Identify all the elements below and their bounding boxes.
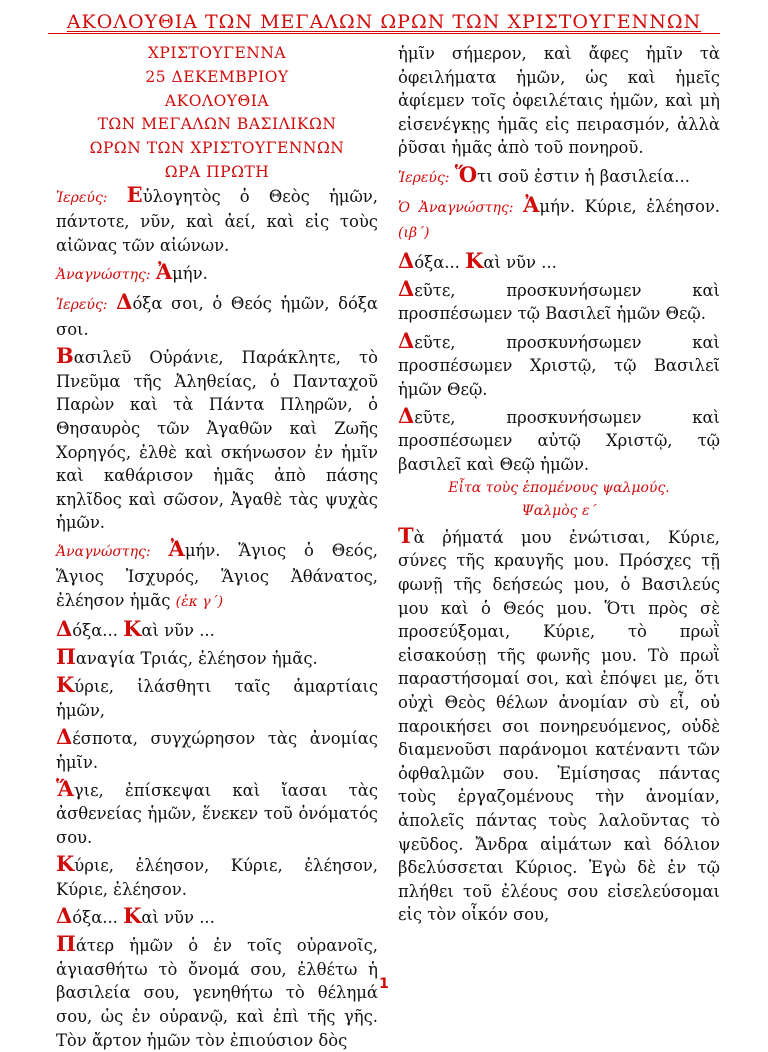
initial-capital: Δ	[56, 902, 73, 928]
paragraph-text: αναγία Τριάς, ἐλέησον ἡμᾶς.	[75, 649, 318, 669]
initial-capital: Ἀ	[523, 191, 540, 217]
heading-line: ΧΡΙΣΤΟΥΓΕΝΝΑ	[147, 44, 287, 62]
paragraph-text: ύριε, ἱλάσθητι ταῖς ἁμαρτίαις ἡμῶν,	[56, 677, 378, 720]
paragraph-text: μήν. Κύριε, ἐλέησον.	[539, 196, 720, 216]
paragraph	[398, 327, 720, 402]
paragraph-text: ὐλογητὸς ὁ Θεὸς ἡμῶν, πάντοτε, νῦν, καὶ ἀεί, καὶ εἰς τοὺς αἰῶνας τῶν αἰώνων.	[56, 186, 378, 255]
paragraph	[56, 615, 378, 643]
initial-capital: Ἀ	[155, 259, 173, 285]
paragraph	[56, 259, 378, 288]
paragraph	[56, 775, 378, 850]
paragraph-text: εῦτε, προσκυνήσωμεν καὶ προσπέσωμεν τῷ Βασιλεῖ ἡμῶν Θεῷ.	[398, 280, 720, 324]
paragraph	[56, 644, 378, 671]
paragraph-text: όξα...	[72, 620, 118, 640]
paragraph	[398, 522, 720, 927]
paragraph	[398, 161, 720, 191]
heading-line: ΑΚΟΛΟΥΘΙΑ	[164, 91, 270, 110]
initial-capital: Δ	[398, 275, 415, 301]
heading-line: 25 ΔΕΚΕΜΒΡΙΟΥ	[145, 67, 289, 86]
paragraph-text: όξα...	[72, 907, 118, 927]
initial-capital: Ἀ	[168, 536, 185, 562]
speaker-label: Ἱερεύς:	[56, 189, 108, 206]
paragraph	[398, 402, 720, 477]
paragraph-text: όξα...	[414, 252, 460, 272]
paragraph-text: μήν.	[172, 264, 208, 284]
initial-capital: Π	[56, 931, 76, 957]
rubric-line: Εἶτα τοὺς ἑπομένους ψαλμούς.	[448, 479, 670, 496]
paragraph-text: αὶ νῦν ...	[141, 907, 215, 927]
paragraph-text: αὶ νῦν ...	[483, 252, 557, 272]
paragraph	[398, 247, 720, 275]
left-column	[56, 42, 378, 1052]
initial-capital: Β	[56, 343, 74, 369]
initial-capital: Ὅ	[454, 161, 478, 187]
paragraph	[56, 536, 378, 614]
initial-capital: Κ	[123, 902, 142, 928]
initial-capital: Ἅ	[56, 775, 74, 801]
header-divider	[48, 33, 720, 34]
heading-line: ΤΩΝ ΜΕΓΑΛΩΝ ΒΑΣΙΛΙΚΩΝ	[97, 115, 337, 134]
initial-capital: Δ	[398, 402, 415, 428]
repeat-note: (ἐκ γ΄)	[175, 593, 224, 610]
initial-capital: Δ	[116, 289, 133, 315]
paragraph	[56, 343, 378, 535]
initial-capital: Ε	[126, 181, 143, 207]
repeat-note: (ιβ΄)	[398, 225, 430, 242]
right-column	[398, 42, 720, 927]
psalm-title: Ψαλμὸς ε΄	[521, 503, 597, 520]
paragraph-text: όξα σοι, ὁ Θεός ἡμῶν, δόξα σοι.	[56, 294, 378, 339]
paragraph	[398, 275, 720, 326]
initial-capital: Κ	[123, 615, 142, 641]
paragraph	[56, 902, 378, 930]
paragraph-text: ύριε, ἐλέησον, Κύριε, ἐλέησον, Κύριε, ἐλέησον.	[56, 856, 378, 899]
initial-capital: Π	[56, 644, 76, 670]
paragraph-text: εῦτε, προσκυνήσωμεν καὶ προσπέσωμεν Χριστῷ, τῷ Βασιλεῖ ἡμῶν Θεῷ.	[398, 332, 720, 399]
initial-capital: Δ	[56, 615, 73, 641]
paragraph	[56, 181, 378, 258]
page-title: ΑΚΟΛΟΥΘΙΑ ΤΩΝ ΜΕΓΑΛΩΝ ΩΡΩΝ ΤΩΝ ΧΡΙΣΤΟΥΓΕΝΝΩΝ	[66, 11, 702, 33]
initial-capital: Κ	[56, 851, 75, 877]
paragraph	[56, 289, 378, 341]
paragraph-text: έσποτα, συγχώρησον τὰς ἀνομίας ἡμῖν.	[56, 729, 378, 772]
paragraph-text: εῦτε, προσκυνήσωμεν καὶ προσπέσωμεν αὐτῷ Χριστῷ, τῷ βασιλεῖ καὶ Θεῷ ἡμῶν.	[398, 407, 720, 475]
heading-line: ΩΡΑ ΠΡΩΤΗ	[164, 162, 270, 181]
speaker-label: Ἀναγνώστης:	[56, 544, 151, 561]
paragraph	[56, 672, 378, 722]
page-number: 1	[379, 976, 389, 992]
initial-capital: Τ	[398, 522, 414, 548]
paragraph	[398, 42, 720, 160]
speaker-label: Ἱερεύς:	[398, 169, 450, 186]
paragraph-text: ὰ ῥήματά μου ἐνώτισαι, Κύριε, σύνες τῆς κραυγῆς μου. Πρόσχες τῇ φωνῇ τῆς δεήσεώς μου, ὁ Βασιλεύς μου καὶ ὁ Θεός μου. Ὅτι πρὸς σὲ προσεύξομαι, Κύριε, τὸ πρωῒ εἰσακούσῃ τῆς φωνῆς μου. Τὸ πρωῒ παραστήσομαί σοι, καὶ ἐπόψει με, ὅτι οὐχὶ Θεὸς θέλων ἀνομίαν σὺ εἶ, οὐ παροικήσει σοι πονηρευόμενος, οὐδὲ διαμενοῦσι παράνομοι κατέναντι τῶν ὀφθαλμῶν σου. Ἐμίσησας πάντας τοὺς ἐργαζομένους τὴν ἀνομίαν, ἀπολεῖς πάντας τοὺς λαλοῦντας τὸ ψεῦδος. Ἄνδρα αἱμάτων καὶ δόλιον βδελύσσεται Κύριος. Ἐγὼ δὲ ἐν τῷ πλήθει τοῦ ἐλέους σου εἰσελεύσομαι εἰς τὸν οἶκόν σου,	[398, 527, 720, 925]
paragraph-text: ἡμῖν σήμερον, καὶ ἄφες ἡμῖν τὰ ὀφειλήματα ἡμῶν, ὡς καὶ ἡμεῖς ἀφίεμεν τοῖς ὀφειλέταις ἡμῶν, καὶ μὴ εἰσενέγκῃς ἡμᾶς εἰς πειρασμόν, ἀλλὰ ῥῦσαι ἡμᾶς ἀπὸ τοῦ πονηροῦ.	[398, 44, 720, 158]
heading-line: ΩΡΩΝ ΤΩΝ ΧΡΙΣΤΟΥΓΕΝΝΩΝ	[89, 139, 345, 158]
initial-capital: Δ	[398, 247, 415, 273]
initial-capital: Δ	[56, 724, 73, 749]
paragraph	[56, 724, 378, 774]
initial-capital: Κ	[56, 672, 75, 698]
paragraph-text: γιε, ἐπίσκεψαι καὶ ἴασαι τὰς ἀσθενείας ἡμῶν, ἕνεκεν τοῦ ὀνόματός σου.	[56, 780, 378, 847]
paragraph-text: τι σοῦ ἐστιν ἡ βασιλεία...	[477, 166, 690, 186]
initial-capital: Κ	[465, 247, 484, 273]
paragraph	[56, 851, 378, 901]
paragraph-text: άτερ ἡμῶν ὁ ἐν τοῖς οὐρανοῖς, ἁγιασθήτω τὸ ὄνομά σου, ἐλθέτω ἡ βασιλεία σου, γενηθήτω τὸ θέλημά σου, ὡς ἐν οὐρανῷ, καὶ ἐπὶ τῆς γῆς. Τὸν ἄρτον ἡμῶν τὸν ἐπιούσιον δὸς	[56, 936, 378, 1050]
paragraph	[56, 931, 378, 1052]
speaker-label: Ἱερεύς:	[56, 297, 108, 314]
page-header	[50, 10, 718, 34]
speaker-label: Ὁ Ἀναγνώστης:	[398, 199, 514, 216]
paragraph	[398, 191, 720, 246]
paragraph-text: μήν. Ἅγιος ὁ Θεός, Ἅγιος Ἰσχυρός, Ἅγιος Ἀθάνατος, ἐλέησον ἡμᾶς	[56, 541, 378, 610]
service-heading	[56, 42, 378, 185]
paragraph-text: ασιλεῦ Οὐράνιε, Παράκλητε, τὸ Πνεῦμα τῆς Ἀληθείας, ὁ Πανταχοῦ Παρὼν καὶ τὰ Πάντα Πληρῶν, ὁ Θησαυρὸς τῶν Ἀγαθῶν καὶ Ζωῆς Χορηγός, ἐλθὲ καὶ σκήνωσον ἐν ἡμῖν καὶ καθάρισον ἡμᾶς ἀπὸ πάσης κηλῖδος καὶ σῶσον, Ἀγαθὲ τὰς ψυχὰς ἡμῶν.	[56, 348, 378, 533]
paragraph-text: αὶ νῦν ...	[141, 620, 215, 640]
initial-capital: Δ	[398, 327, 415, 353]
speaker-label: Ἀναγνώστης:	[56, 267, 151, 284]
